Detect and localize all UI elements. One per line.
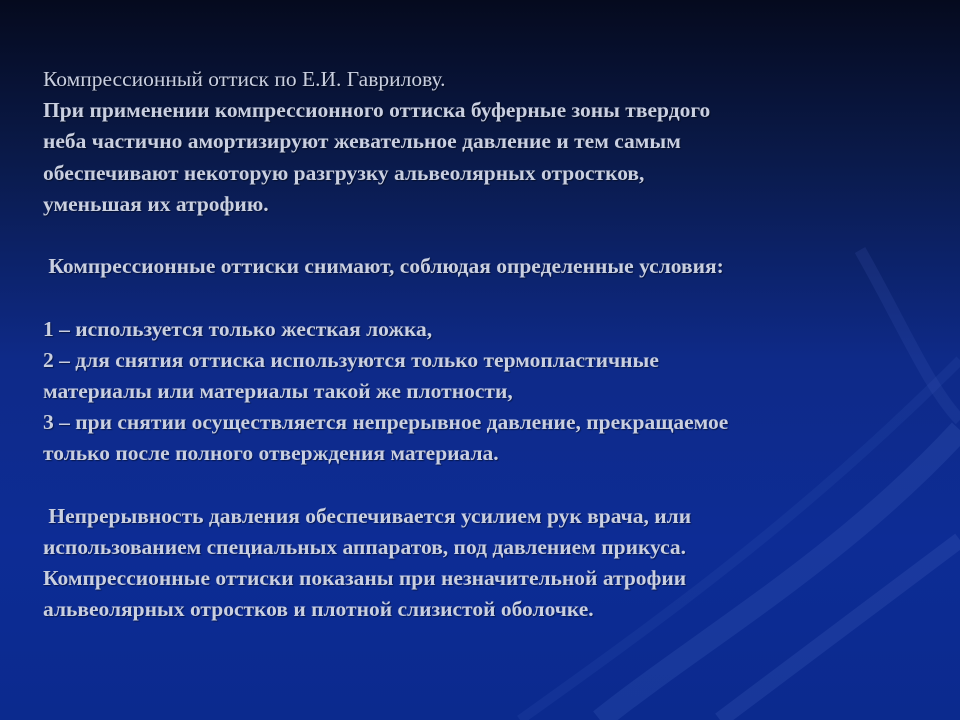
closing-line: Непрерывность давления обеспечивается усилием рук врача, или (43, 503, 692, 528)
condition-line: 3 – при снятии осуществляется непрерывное давление, прекращаемое (43, 410, 729, 435)
condition-line: 1 – используется только жесткая ложка, (43, 316, 433, 341)
condition-line: материалы или материалы такой же плотности, (43, 379, 513, 403)
intro-line: уменьшая их атрофию. (43, 191, 269, 216)
conditions-intro: Компрессионные оттиски снимают, соблюдая определенные условия: (43, 254, 724, 279)
intro-line: неба частично амортизируют жевательное давление и тем самым (43, 129, 681, 154)
intro-line: обеспечивают некоторую разгрузку альвеолярных отростков, (43, 160, 645, 185)
paragraph-gap (43, 220, 923, 251)
closing-line: альвеолярных отростков и плотной слизистой оболочке. (43, 597, 594, 622)
slide-text-block (43, 64, 923, 626)
closing-line: использованием специальных аппаратов, под давлением прикуса. (43, 535, 687, 559)
intro-line: При применении компрессионного оттиска буферные зоны твердого (43, 98, 711, 123)
condition-line: 2 – для снятия оттиска используются только термопластичные (43, 347, 659, 372)
closing-line: Компрессионные оттиски показаны при незначительной атрофии (43, 566, 687, 591)
paragraph-gap (43, 470, 923, 501)
slide-heading: Компрессионный оттиск по Е.И. Гаврилову. (43, 67, 446, 91)
condition-line: только после полного отверждения материала. (43, 441, 499, 466)
paragraph-gap (43, 282, 923, 313)
